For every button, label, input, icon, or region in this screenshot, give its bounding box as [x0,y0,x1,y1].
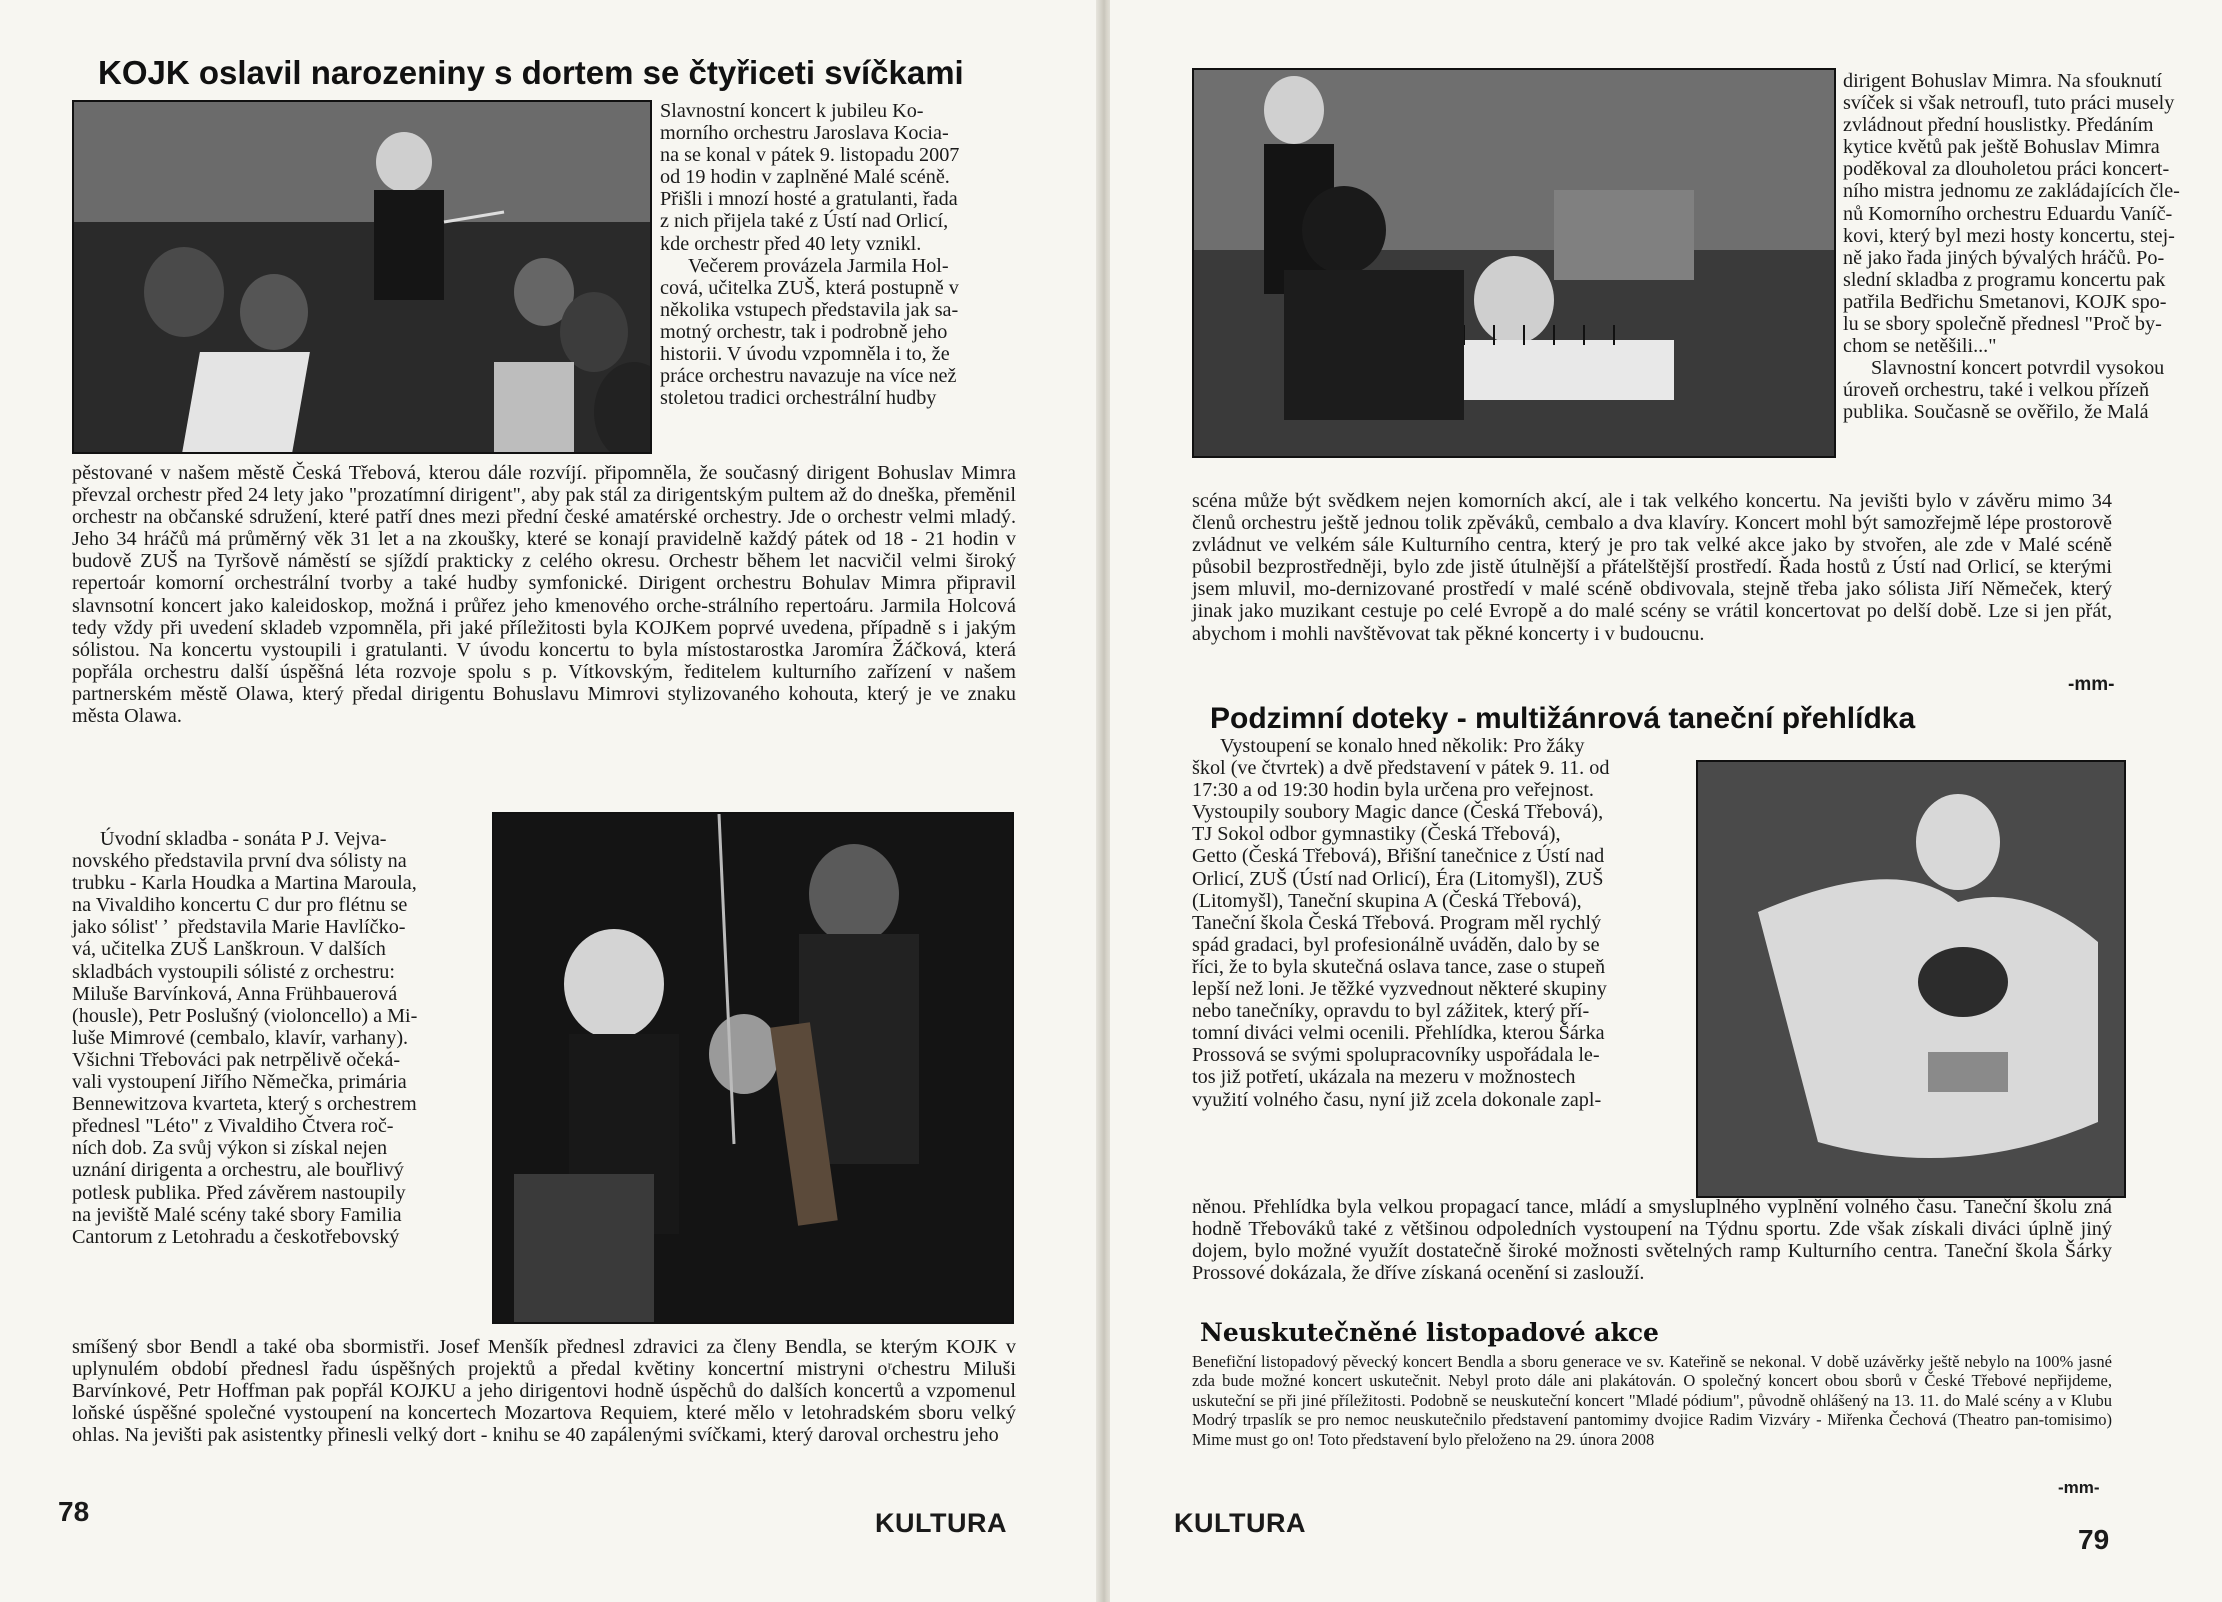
soloists-line: Úvodní skladba - sonáta P J. Vejva- [100,828,387,850]
dance-line: říci, že to byla skutečná oslava tance, zase o stupeň [1192,955,1606,978]
photo-violin-soloist [492,812,1014,1324]
left-page [0,0,1100,1602]
page-number-left: 78 [58,1496,90,1527]
soloists-line: ních dob. Za svůj výkon si získal nejen [72,1137,388,1160]
section-label-right: KULTURA [1174,1508,1306,1538]
soloists-line: uznání dirigenta a orchestru, ale bouřlivý [72,1159,404,1182]
dance-line: Taneční škola Česká Třebová. Program měl rychlý [1192,911,1602,934]
soloists-line: Cantorum z Letohradu a českotřebovský [72,1225,400,1248]
body-full-width-2: smíšený sbor Bendl a také oba sbormistři. Josef Menšík přednesl zdravici za členy Bendla, se kterým KOJK v uplynulém období přednesl řadu úspěšných projektů a předal květiny koncertní mistryni oʳchestru Miluši Barvínkové, Petr Hoffman pak popřál KOJKU a jeho dirigentovi hodně úspěchů do dalších koncertů a vzpomenul loňské úspěšné společné vystoupení na koncertech Mozartova Requiem, které mělo v letohradském sboru velký ohlas. Na jevišti pak asistentky přinesli velký dort - knihu se 40 zapálenými svíčkami, který daroval orchestru jeho [72,1336,1016,1447]
right-page [1110,0,2222,1602]
photo-belly-dancer [1696,760,2126,1198]
intro-line: cová, učitelka ZUŠ, která postupně v [660,276,959,299]
article-headline-dance: Podzimní doteky - multižánrová taneční přehlídka [1210,702,1916,735]
body-full-width-1: pěstované v našem městě Česká Třebová, kterou dále rozvíjí. připomněla, že současný dirigent Bohuslav Mimra převzal orchestr před 24 lety jako "prozatímní dirigent", aby pak stál za dirigentským pultem až do dneška, přeměnil orchestr na občanské sdružení, které patří dnes mezi přední české amatérské orchestry. Jde o orchestr velmi mladý. Jeho 34 hráčů má průměrný věk 31 let a na zkoušky, které se konají pravidelně každý pátek od 18 - 21 hodin v budově ZUŠ na Tyršově náměstí se sjíždí prakticky z celého okresu. Orchestr během let nacvičil velmi široký repertoár komorní orchestrální tvorby a také hudby symfonické. Dirigent orchestru Bohulav Mimra připravil slavnsotní koncert jako kaleidoskop, možná i průřez jeho kmenového orche-strálního repertoáru. Jarmila Holcová tedy vždy při uvedení skladeb vzpomněla, při jaké příležitosti byla KOJKem poprvé uvedena, případně s i jakým sólistou. Na koncertu vystoupili i gratulanti. V úvodu koncertu to byla místostarostka Jaromíra Žáčková, která popřála orchestru další úspěšná léta rozvoje spolu s p. Vítkovským, ředitelem kulturního zařízení v našem partnerském městě Olawa, který předal dirigentu Bohuslavu Mimrovi stylizovaného kohouta, který je ve znaku města Olawa. [72,462,1016,728]
soloists-line: trubku - Karla Houdka a Martina Maroula, [72,872,417,895]
article-headline-cancelled: Neuskutečněné listopadové akce [1200,1318,1659,1347]
intro-line: kde orchestr před 40 lety vznikl. [660,232,922,255]
signature-1: -mm- [2068,674,2115,695]
cake-line: slední skladba z programu koncertu pak [1843,268,2166,291]
cake-line: ního mistra jednomu ze zakládajících čle- [1843,180,2180,203]
intro-line: několika vstupech představila jak sa- [660,298,959,321]
intro-line: motný orchestr, tak i podrobně jeho [660,320,948,343]
section-label-left: KULTURA [875,1508,1007,1538]
cake-line: lu se sbory společně přednesl "Proč by- [1843,313,2162,336]
soloists-line: vali vystoupení Jiřího Němečka, primária [72,1071,407,1094]
cake-line: kovi, který byl mezi hosty koncertu, stej- [1843,224,2175,247]
dance-line: Vystoupení se konalo hned několik: Pro žáky [1220,735,1585,757]
intro-line: Slavnostní koncert k jubileu Ko- [660,100,924,122]
cake-line: ně jako řada jiných bývalých hráčů. Po- [1843,246,2165,269]
cake-line: poděkoval za dlouholetou práci koncert- [1843,158,2170,181]
photo-cake-candles [1192,68,1836,458]
soloists-line: (housle), Petr Poslušný (violoncello) a Mi- [72,1004,418,1027]
intro-line: na se konal v pátek 9. listopadu 2007 [660,144,960,167]
cake-column [1843,70,2222,424]
dance-line: Getto (Česká Třebová), Břišní tanečnice z Ústí nad [1192,845,1605,868]
dance-line: tos již potřetí, ukázala na mezeru v možnostech [1192,1066,1576,1089]
cake-line: kytice květů pak ještě Bohuslav Mimra [1843,136,2160,159]
soloists-line: jako sólist' ʼ představila Marie Havlíčko- [72,916,406,939]
soloists-line: luše Mimrové (cembalo, klavír, varhany). [72,1026,409,1049]
soloists-line: na Vivaldiho koncertu C dur pro flétnu se [72,894,408,917]
intro-line: práce orchestru navazuje na více než [660,365,957,388]
intro-line: Večerem provázela Jarmila Hol- [688,254,949,277]
soloists-line: skladbách vystoupili sólisté z orchestru: [72,960,395,983]
dance-line: využití volného času, nyní již zcela dokonale zapl- [1192,1088,1602,1111]
soloists-line: na jeviště Malé scény také sbory Familia [72,1203,402,1226]
intro-line: morního orchestru Jaroslava Kocia- [660,122,949,145]
dance-line: tomní diváci velmi ocenili. Přehlídka, kterou Šárka [1192,1022,1605,1045]
intro-line: od 19 hodin v zaplněné Malé scéně. [660,166,950,189]
soloists-line: přednesl "Léto" z Vivaldiho Čtvera roč- [72,1115,394,1138]
dance-line: nebo tanečníky, opravdu to byl zážitek, který pří- [1192,1000,1590,1023]
intro-column [660,100,1025,409]
cancelled-events-text: Benefiční listopadový pěvecký koncert Bendla a sboru generace ve sv. Kateřině se nekonal. V době uzávěrky ještě nebylo na 100% jasné zda bude možné koncert uskutečnit. Nebyl proto dále ani plakátován. O společný koncert obou sborů v České Třebové nepřijdeme, uskuteční se při jiné příležitosti. Podobně se neuskuteční koncert "Mladé pódium", původně ohlášený na 13. 11. do Malé scény a v Klubu Modrý trpaslík se pro nemoc neuskutečnilo představení pantomimy dvojice Radim Vizváry - Miřenka Čechová (Theatro pan-tomisimo) Mime must go on! Toto představení bylo přeloženo na 29. února 2008 [1192,1352,2112,1449]
dance-line: Vystoupily soubory Magic dance (Česká Třebová), [1192,801,1604,824]
dance-line: Prossová se svými spolupracovníky uspořádala le- [1192,1044,1600,1067]
cake-line: nů Komorního orchestru Eduardu Vaníč- [1843,202,2173,225]
soloists-line: Bennewitzova kvarteta, který s orchestrem [72,1093,417,1116]
dance-column [1192,735,1686,1111]
cake-line: zvládnout přední houslistky. Předáním [1843,114,2154,137]
soloists-line: novského představila první dva sólisty na [72,850,407,873]
soloists-line: vá, učitelka ZUŠ Lanškroun. V dalších [72,938,386,961]
body-right-full-1: scéna může být svědkem nejen komorních akcí, ale i tak velkého koncertu. Na jevišti bylo v závěru mimo 34 členů orchestru ještě jednou tolik zpěváků, cembalo a dva klavíry. Koncert mohl být samozřejmě lépe prostorově zvládnut ve velkém sále Kulturního centra, který je pro tak velké akce jako by stvořen, ale zde v Malé scéně působil bezprostředněji, bylo zde jistě útulnější a přátelštější prostředí. Řada hostů z Ústí nad Orlicí, se kterými jsem mluvil, mo-dernizované prostředí v malé scéně obdivovala, stejně třeba jako sólista Jiří Němeček, který jinak jako muzikant cestuje po celé Evropě a do malé scény se vrátil koncertovat po delší době. Lze si jen přát, abychom i mohli navštěvovat tak pěkné koncerty i v budoucnu. [1192,490,2112,645]
intro-line: Přišli i mnozí hosté a gratulanti, řada [660,188,958,211]
intro-line: z nich přijela také z Ústí nad Orlicí, [660,210,949,233]
dance-line: lepší než loni. Je těžké vyzvednout některé skupiny [1192,978,1607,1001]
dance-line: Orlicí, ZUŠ (Ústí nad Orlicí), Éra (Litomyšl), ZUŠ [1192,867,1604,890]
dance-line: 17:30 a od 19:30 hodin byla určena pro veřejnost. [1192,779,1594,802]
dance-line: TJ Sokol odbor gymnastiky (Česká Třebová), [1192,823,1561,846]
cake-line: chom se netěšili..." [1843,335,1997,358]
soloists-line: Miluše Barvínková, Anna Frühbauerová [72,982,398,1005]
cake-line: publika. Současně se ověřilo, že Malá [1843,401,2149,424]
signature-2: -mm- [2058,1478,2100,1497]
cake-line: svíček si však netroufl, tuto práci musely [1843,92,2175,115]
soloists-line: potlesk publika. Před závěrem nastoupily [72,1181,406,1204]
photo-conductor-orchestra [72,100,652,454]
cake-line: patřila Bedřichu Smetanovi, KOJK spo- [1843,290,2167,313]
page-number-right: 79 [2078,1524,2110,1555]
dance-line: spád gradaci, byl profesionálně uváděn, dalo by se [1192,933,1600,956]
cake-line: dirigent Bohuslav Mimra. Na sfouknutí [1843,70,2163,92]
cake-line: Slavnostní koncert potvrdil vysokou [1871,357,2165,380]
cake-line: úroveň orchestru, také i velkou přízeň [1843,379,2150,402]
intro-line: historii. V úvodu vzpomněla i to, že [660,343,950,366]
body-right-full-2: něnou. Přehlídka byla velkou propagací tance, mládí a smysluplného vyplnění volného času. Taneční školu zná hodně Třebováků také z většinou odpoledních vystoupení na Týdnu sportu. Zde však získali diváci úplně jiný dojem, bylo možné využít dostatečně široké možnosti světelných ramp Kulturního centra. Taneční škola Šárky Prossové dokázala, že dříve získaná ocenění si zaslouží. [1192,1196,2112,1285]
dance-line: (Litomyšl), Taneční skupina A (Česká Třebová), [1192,889,1582,912]
soloists-column [72,828,484,1248]
soloists-line: Všichni Třebováci pak netrpělivě očeká- [72,1048,401,1071]
article-headline-kojk: KOJK oslavil narozeniny s dortem se čtyřiceti svíčkami [98,54,964,91]
dance-line: škol (ve čtvrtek) a dvě představení v pátek 9. 11. od [1192,757,1610,780]
intro-line: stoletou tradici orchestrální hudby [660,387,937,410]
